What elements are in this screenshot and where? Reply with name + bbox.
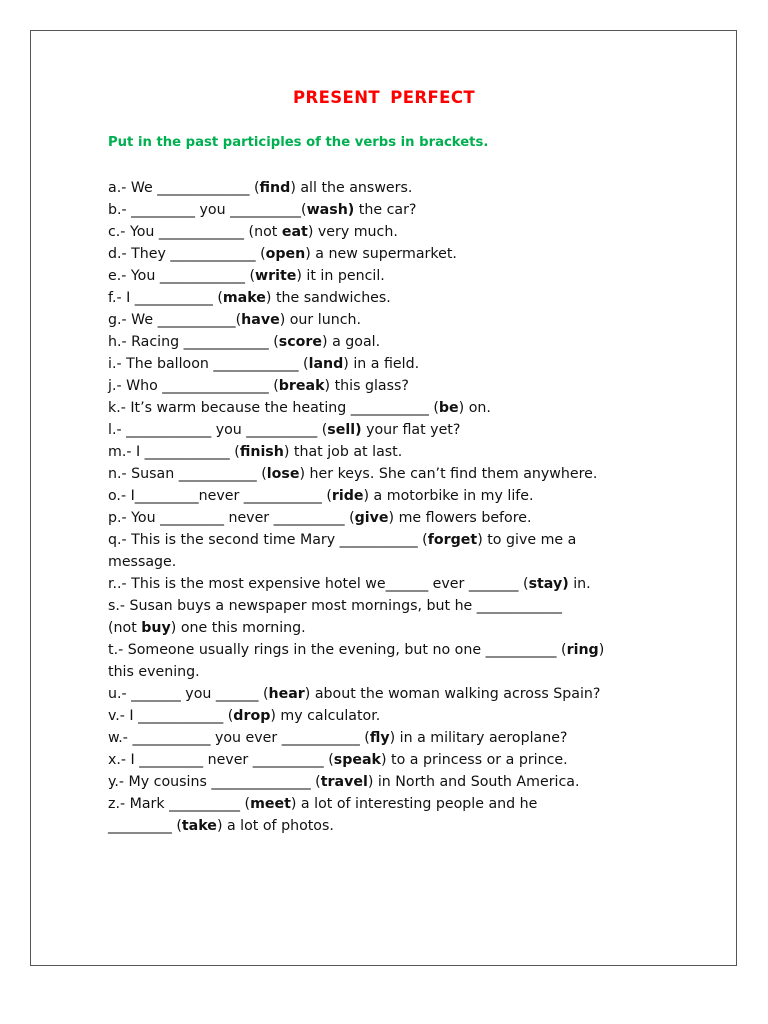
exercise-text: i.- The balloon ____________ ( xyxy=(108,356,309,372)
exercise-text: ) my calculator. xyxy=(270,708,381,724)
exercise-line xyxy=(108,265,668,287)
exercise-line xyxy=(108,463,668,485)
verb-in-brackets: make xyxy=(222,290,266,306)
exercise-text: ) a new supermarket. xyxy=(305,246,457,262)
exercise-text: the car? xyxy=(354,202,417,218)
exercise-line xyxy=(108,793,668,815)
exercise-line xyxy=(108,309,668,331)
exercise-text: b.- _________ you __________( xyxy=(108,202,307,218)
exercise-text: this evening. xyxy=(108,664,200,680)
instruction-text: Put in the past participles of the verbs in brackets. xyxy=(108,135,489,150)
exercise-text: ) one this morning. xyxy=(170,620,306,636)
verb-in-brackets: stay) xyxy=(528,576,569,592)
verb-in-brackets: open xyxy=(265,246,306,262)
exercise-text: ) our lunch. xyxy=(279,312,361,328)
verb-in-brackets: land xyxy=(308,356,344,372)
exercise-text: h.- Racing ____________ ( xyxy=(108,334,279,350)
verb-in-brackets: travel xyxy=(320,774,368,790)
exercise-text: ) in a military aeroplane? xyxy=(389,730,568,746)
exercise-text: u.- _______ you ______ ( xyxy=(108,686,269,702)
exercise-text: k.- It’s warm because the heating ___________ ( xyxy=(108,400,439,416)
exercise-line xyxy=(108,243,668,265)
exercise-text: ) to give me a xyxy=(477,532,577,548)
exercise-text: ) to a princess or a prince. xyxy=(381,752,568,768)
exercise-text: ) a lot of photos. xyxy=(216,818,334,834)
exercise-text: m.- I ____________ ( xyxy=(108,444,240,460)
exercise-line xyxy=(108,331,668,353)
exercise-text: q.- This is the second time Mary ___________ ( xyxy=(108,532,428,548)
exercise-line xyxy=(108,705,668,727)
exercise-text: a.- We _____________ ( xyxy=(108,180,260,196)
exercise-text: p.- You _________ never __________ ( xyxy=(108,510,355,526)
exercise-text: l.- ____________ you __________ ( xyxy=(108,422,328,438)
verb-in-brackets: have xyxy=(241,312,280,328)
exercise-text: j.- Who _______________ ( xyxy=(108,378,279,394)
page-title: PRESENT PERFECT xyxy=(292,88,475,107)
exercise-line xyxy=(108,595,668,617)
exercise-text: your flat yet? xyxy=(361,422,461,438)
exercise-text: ) it in pencil. xyxy=(296,268,385,284)
exercise-text: ) a motorbike in my life. xyxy=(363,488,534,504)
exercise-line xyxy=(108,639,668,661)
exercise-line xyxy=(108,617,668,639)
exercise-line xyxy=(108,199,668,221)
exercise-line xyxy=(108,771,668,793)
exercise-list xyxy=(108,177,668,837)
verb-in-brackets: meet xyxy=(250,796,291,812)
exercise-text: t.- Someone usually rings in the evening, but no one __________ ( xyxy=(108,642,567,658)
exercise-text: ) all the answers. xyxy=(290,180,413,196)
exercise-line xyxy=(108,749,668,771)
exercise-line xyxy=(108,397,668,419)
verb-in-brackets: fly xyxy=(369,730,390,746)
verb-in-brackets: wash) xyxy=(306,202,355,218)
exercise-line xyxy=(108,221,668,243)
exercise-line xyxy=(108,177,668,199)
exercise-line xyxy=(108,727,668,749)
exercise-line xyxy=(108,419,668,441)
exercise-text: ) this glass? xyxy=(324,378,409,394)
exercise-line xyxy=(108,661,668,683)
exercise-text: ) on. xyxy=(458,400,491,416)
exercise-line xyxy=(108,485,668,507)
verb-in-brackets: break xyxy=(278,378,325,394)
verb-in-brackets: forget xyxy=(427,532,478,548)
exercise-text: ) in North and South America. xyxy=(367,774,580,790)
verb-in-brackets: drop xyxy=(233,708,271,724)
exercise-line xyxy=(108,353,668,375)
verb-in-brackets: speak xyxy=(333,752,381,768)
exercise-text: (not xyxy=(108,620,142,636)
exercise-line xyxy=(108,815,668,837)
verb-in-brackets: lose xyxy=(266,466,300,482)
exercise-line xyxy=(108,441,668,463)
exercise-line xyxy=(108,529,668,551)
exercise-text: c.- You ____________ (not xyxy=(108,224,282,240)
exercise-text: ) very much. xyxy=(307,224,398,240)
exercise-text: ) about the woman walking across Spain? xyxy=(304,686,601,702)
exercise-text: in. xyxy=(568,576,591,592)
verb-in-brackets: write xyxy=(255,268,297,284)
exercise-text: ) that job at last. xyxy=(283,444,403,460)
exercise-text: ) a goal. xyxy=(322,334,381,350)
exercise-text: _________ ( xyxy=(108,818,182,834)
verb-in-brackets: be xyxy=(438,400,459,416)
verb-in-brackets: ring xyxy=(566,642,599,658)
exercise-text: g.- We ___________( xyxy=(108,312,242,328)
exercise-text: ) in a field. xyxy=(343,356,420,372)
exercise-line xyxy=(108,683,668,705)
verb-in-brackets: eat xyxy=(281,224,308,240)
verb-in-brackets: score xyxy=(278,334,323,350)
exercise-text: x.- I _________ never __________ ( xyxy=(108,752,334,768)
exercise-text: v.- I ____________ ( xyxy=(108,708,234,724)
exercise-text: s.- Susan buys a newspaper most mornings, but he ____________ xyxy=(108,598,562,614)
verb-in-brackets: buy xyxy=(141,620,171,636)
exercise-text: d.- They ____________ ( xyxy=(108,246,266,262)
verb-in-brackets: finish xyxy=(239,444,284,460)
verb-in-brackets: find xyxy=(259,180,291,196)
verb-in-brackets: ride xyxy=(331,488,364,504)
exercise-line xyxy=(108,375,668,397)
exercise-text: r..- This is the most expensive hotel we______ ever _______ ( xyxy=(108,576,529,592)
exercise-text: ) her keys. She can’t find them anywhere. xyxy=(299,466,598,482)
exercise-text: message. xyxy=(108,554,177,570)
exercise-text: e.- You ____________ ( xyxy=(108,268,255,284)
exercise-text: ) a lot of interesting people and he xyxy=(290,796,538,812)
exercise-text: ) the sandwiches. xyxy=(265,290,391,306)
exercise-text: o.- I_________never ___________ ( xyxy=(108,488,332,504)
verb-in-brackets: give xyxy=(354,510,389,526)
exercise-text: w.- ___________ you ever ___________ ( xyxy=(108,730,370,746)
exercise-text: ) me flowers before. xyxy=(388,510,532,526)
verb-in-brackets: take xyxy=(181,818,217,834)
exercise-text: y.- My cousins ______________ ( xyxy=(108,774,321,790)
verb-in-brackets: sell) xyxy=(327,422,362,438)
exercise-line xyxy=(108,551,668,573)
exercise-text: n.- Susan ___________ ( xyxy=(108,466,267,482)
exercise-line xyxy=(108,573,668,595)
exercise-line xyxy=(108,287,668,309)
exercise-text: z.- Mark __________ ( xyxy=(108,796,251,812)
exercise-text: f.- I ___________ ( xyxy=(108,290,223,306)
verb-in-brackets: hear xyxy=(268,686,305,702)
exercise-line xyxy=(108,507,668,529)
exercise-text: ) xyxy=(598,642,605,658)
